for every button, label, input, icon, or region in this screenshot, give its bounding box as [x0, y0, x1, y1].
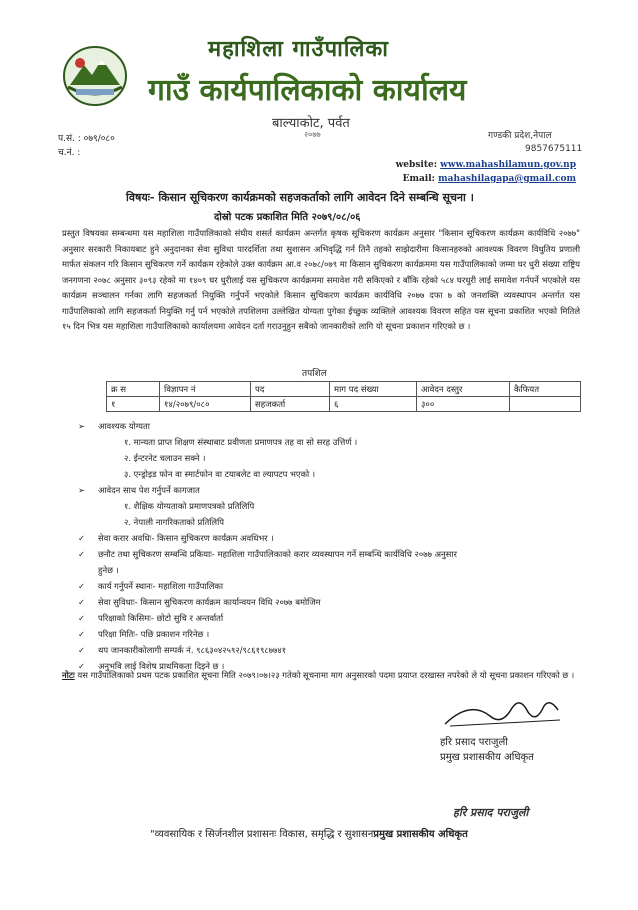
signatory-block	[440, 735, 534, 765]
bullet-arrow-icon: ➢	[78, 421, 86, 431]
publish-date-line: दोस्रो पटक प्रकाशित मिति २०७९/०८/०६	[214, 212, 361, 223]
signatory-name: हरि प्रसाद पराजुली	[440, 737, 508, 748]
footer-slogan-line	[150, 826, 468, 840]
table-row	[107, 397, 581, 412]
list-item	[78, 546, 578, 562]
checkmark-icon: ✓	[78, 661, 86, 671]
list-item-text: छनौट तथा सुचिकरण सम्बन्धि प्रकियाः- महाशिला गाउँपालिकाको करार व्यवस्थापन गर्ने सम्बन्धि कार्यविधि २०७७ अनुसार	[98, 549, 457, 559]
list-item	[78, 482, 578, 498]
list-item	[78, 626, 578, 642]
list-item	[78, 434, 578, 450]
list-item	[78, 578, 578, 594]
table-header: माग पद संख्या	[330, 382, 417, 397]
table-caption: तपशिल	[302, 369, 327, 379]
province: गण्डकी प्रदेश,नेपाल	[488, 131, 552, 141]
list-item-text: २. नेपाली नागरिकताको प्रतिलिपि	[124, 517, 225, 527]
table-header: पद	[251, 382, 330, 397]
table-cell	[510, 397, 581, 412]
checkmark-icon: ✓	[78, 533, 86, 543]
list-item	[78, 594, 578, 610]
reference-block	[58, 132, 115, 160]
table-header: आवेदन दस्तुर	[417, 382, 510, 397]
list-item-text: कार्य गर्नुपर्ने स्थानः- महाशिला गाउँपालिका	[98, 581, 224, 591]
list-item-text: १. मान्यता प्राप्त शिक्षण संस्थाबाट प्रवीणता प्रमाणपत्र तह वा सो सरह उत्तिर्ण ।	[124, 437, 358, 447]
list-item-text: सेवा सुविधाः- किसान सुचिकरण कार्यक्रम कार्यान्वयन विधि २०७७ बमोजिम	[98, 597, 321, 607]
checkmark-icon: ✓	[78, 597, 86, 607]
bullet-arrow-icon: ➢	[78, 485, 86, 495]
patra-sankhya: प.सं. : ०७९/०८०	[58, 134, 115, 144]
table-header: कैफियत	[510, 382, 581, 397]
stamp-year: २०७७	[304, 130, 321, 139]
footer-title: प्रमुख प्रशासकीय अधिकृत	[373, 829, 468, 840]
list-item-text: अनुभवि लाई विशेष प्राथमिकता दिइने छ ।	[98, 661, 225, 671]
note-label: नोटः	[62, 670, 75, 680]
notice-body: प्रस्तुत विषयका सम्बन्धमा यस महाशिला गाउँपालिकाको संघीय शसर्त कार्यक्रम अन्तर्गत कृषक सूचिकरण कार्यक्रम अनुसार "किसान सूचिकरण कार्यक्रम कार्यविधि २०७७" अनुसार सरकारी निकायबाट हुने अनुदानका सेवा सुविधा पारदर्शिता तथा सुशासन अभिवृद्धि गर्न तिनै तहको साझेदारीमा किसानहरुको आवश्यक विवरण विधुतिय प्रणाली मार्फत संकलन गरि किसान सुचिकरण गर्ने कार्यक्रम रहेकोले उक्त कार्यक्रम आ.व २०७८/०७९ मा किसान सुचिकरण कार्यक्रममा यस गाउँपालिकाको जम्मा घर धुरी संख्या राष्ट्रिय जनगणना २०७८ अनुसार ३०९३ रहेको मा १४०९ घर धुरीलाई यस सुचिकरण कार्यक्रममा समावेश गरी सकिएको र बाँकि रहेको ५८४ घरधुरी लाई समावेश गर्नपर्ने भएकोले यस कार्यक्रम सञ्चालन गर्नका लागि सहजकर्ता नियुक्ति गर्नुपर्ने भएकोले किसान सुचिकरण कार्यक्रम कार्यविधि २०७७ दफा ७ को जनशक्ति व्यवस्थापन अन्तर्गत यस गाउँपालिकाको लागि सहजकर्ता नियुक्ति गर्नु पर्न भएकोले तपशिलमा उल्लेखित योग्यता पुगेका ईच्छुक व्यक्तिले आवश्यक विवरण सहित यस सूचना प्रकाशित भएको मितिले १५ दिन भित्र यस महाशिला गाउँपालिकाको कार्यालयमा आवेदन दर्ता गराउनुहुन सबैको जानकारीको लागि यो सूचना प्रकाशन गरिएको छ ।	[62, 228, 580, 331]
checkmark-icon: ✓	[78, 613, 86, 623]
signature-scribble	[440, 690, 570, 730]
list-item	[78, 498, 578, 514]
municipality-emblem-icon	[62, 45, 128, 107]
requirements-list	[78, 418, 578, 674]
list-item-text: सेवा करार अवधिः- किसान सुचिकरण कार्यक्रम अवधिभर ।	[98, 533, 274, 543]
list-item	[78, 642, 578, 658]
footer-name: हरि प्रसाद पराजुली	[453, 806, 529, 819]
checkmark-icon: ✓	[78, 581, 86, 591]
list-item	[78, 562, 578, 578]
checkmark-icon: ✓	[78, 629, 86, 639]
email-link[interactable]: mahashilagapa@gmail.com	[438, 174, 576, 184]
list-item	[78, 514, 578, 530]
chalani-number: च.नं. :	[58, 148, 81, 158]
list-item-text: ३. एन्ड्रोइड फोन वा स्मार्टफोन वा टयाबलेट वा ल्यापटप भएको ।	[124, 469, 316, 479]
table-cell: ३००	[417, 397, 510, 412]
phone: 9857675111	[525, 144, 583, 154]
signatory-title: प्रमुख प्रशासकीय अधिकृत	[440, 752, 534, 763]
table-header: क्र स	[107, 382, 160, 397]
contact-block	[396, 158, 576, 186]
list-item	[78, 466, 578, 482]
table-cell: १	[107, 397, 160, 412]
vacancy-table	[106, 381, 581, 412]
list-item-text: आवेदन साथ पेश गर्नुपर्ने कागजात	[98, 485, 200, 495]
table-cell: १४/२०७९/०८०	[160, 397, 251, 412]
list-item	[78, 530, 578, 546]
table-header-row	[107, 382, 581, 397]
subject-line: विषयः- किसान सूचिकरण कार्यक्रमको सहजकर्ताको लागि आवेदन दिने सम्बन्धि सूचना ।	[126, 191, 474, 204]
website-label: website:	[395, 160, 438, 170]
list-item-text: परिक्षा मितिः- पछि प्रकाशन गरिनेछ ।	[98, 629, 210, 639]
note-text: यस गाउँपालिकाको प्रथम पटक प्रकाशित सूचना मिति २०७९।०७।२३ गतेको सूचनामा माग अनुसारको पदमा प्रयाप्त दरखास्त नपरेको ले यो सूचना प्रकाशन गरिएको छ ।	[74, 670, 575, 680]
table-header: विज्ञापन नं	[160, 382, 251, 397]
note-paragraph	[62, 668, 580, 683]
list-item-text: थप जानकारीकोलागी सम्पर्क नं. ९८६३०४२५९२/९८६१९८७७४१	[98, 645, 287, 655]
table-cell: सहजकर्ता	[251, 397, 330, 412]
office-address: बाल्याकोट, पर्वत	[272, 116, 350, 131]
list-item-text: २. ईन्टरनेट चलाउन सक्ने ।	[124, 453, 206, 463]
checkmark-icon: ✓	[78, 549, 86, 559]
list-item	[78, 450, 578, 466]
office-name: गाउँ कार्यपालिकाको कार्यालय	[148, 73, 467, 108]
table-cell: ६	[330, 397, 417, 412]
list-item-text: आवश्यक योग्यता	[98, 421, 150, 431]
checkmark-icon: ✓	[78, 645, 86, 655]
footer-slogan: "व्यवसायिक र सिर्जनशील प्रशासनः विकास, समृद्धि र सुशासन	[150, 829, 374, 840]
list-item-text: हुनेछ ।	[98, 565, 119, 575]
list-item-text: परिक्षाको किसिमः- छोटो सुचि र अन्तर्वार्ता	[98, 613, 224, 623]
list-item	[78, 418, 578, 434]
list-item	[78, 610, 578, 626]
list-item-text: १. शैक्षिक योग्यताको प्रमाणपत्रको प्रतिलिपि	[124, 501, 255, 511]
email-label: Email:	[402, 174, 435, 184]
website-link[interactable]: www.mahashilamun.gov.np	[440, 160, 576, 170]
municipality-name: महाशिला गाउँपालिका	[208, 37, 390, 62]
